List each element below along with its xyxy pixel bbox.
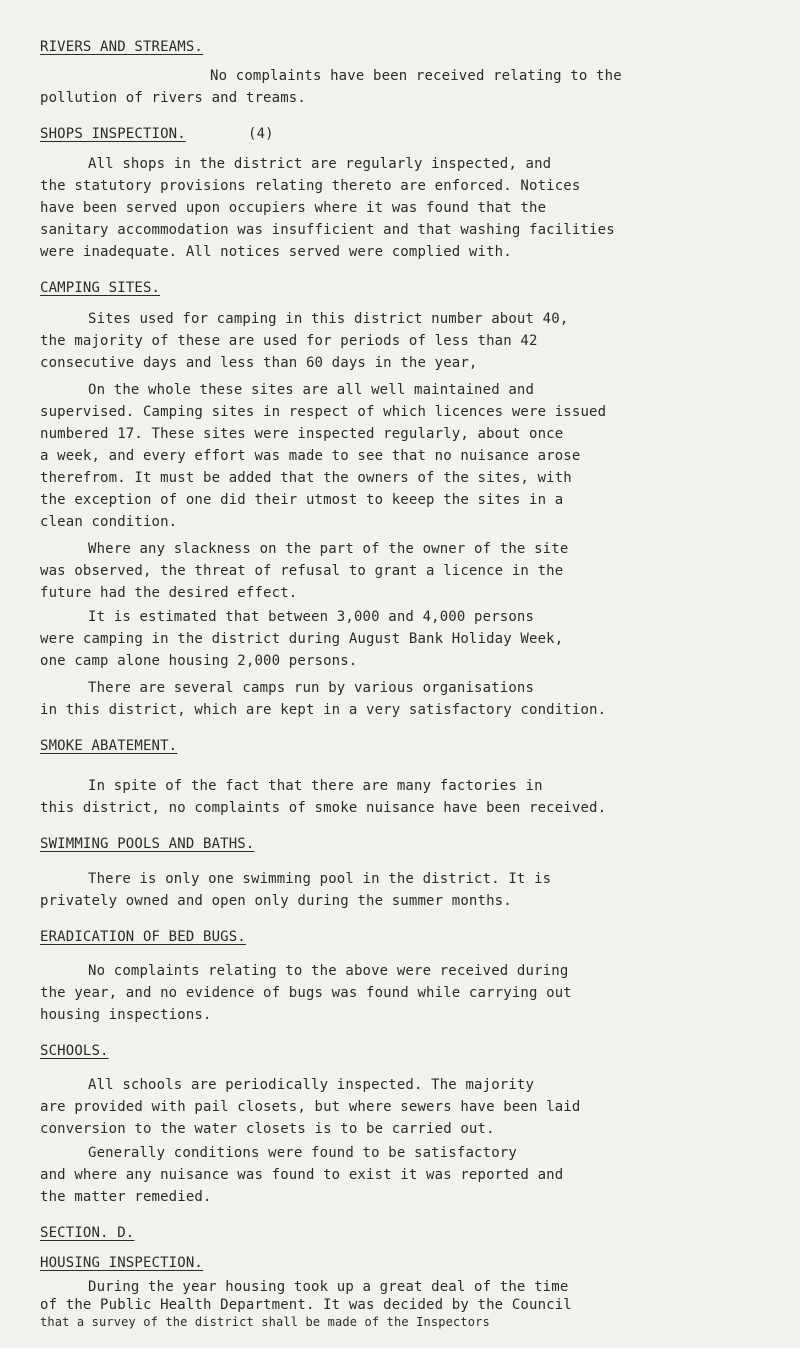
heading-section-d: SECTION. D.: [40, 1225, 135, 1241]
body-line: the exception of one did their utmost to keeep the sites in a: [40, 492, 564, 508]
body-line: There are several camps run by various organisations: [88, 680, 535, 696]
body-line: future had the desired effect.: [40, 585, 298, 601]
heading-schools: SCHOOLS.: [40, 1043, 109, 1059]
body-line: the matter remedied.: [40, 1189, 212, 1205]
body-line: the year, and no evidence of bugs was found while carrying out: [40, 985, 572, 1001]
body-line: No complaints have been received relating to the: [210, 68, 622, 84]
body-line: Sites used for camping in this district number about 40,: [88, 311, 569, 327]
body-line: All schools are periodically inspected. The majority: [88, 1077, 535, 1093]
body-line: are provided with pail closets, but where sewers have been laid: [40, 1099, 581, 1115]
body-line: was observed, the threat of refusal to grant a licence in the: [40, 563, 564, 579]
body-line: numbered 17. These sites were inspected regularly, about once: [40, 426, 564, 442]
body-line: this district, no complaints of smoke nuisance have been received.: [40, 800, 607, 816]
body-line: were camping in the district during August Bank Holiday Week,: [40, 631, 564, 647]
body-line: On the whole these sites are all well maintained and: [88, 382, 535, 398]
body-line: that a survey of the district shall be made of the Inspectors: [40, 1315, 490, 1329]
body-line: housing inspections.: [40, 1007, 212, 1023]
body-line: It is estimated that between 3,000 and 4,000 persons: [88, 609, 535, 625]
heading-rivers-and-streams: RIVERS AND STREAMS.: [40, 39, 203, 55]
body-line: In spite of the fact that there are many factories in: [88, 778, 543, 794]
body-line: the statutory provisions relating thereto are enforced. Notices: [40, 178, 581, 194]
body-line: in this district, which are kept in a very satisfactory condition.: [40, 702, 607, 718]
body-line: Generally conditions were found to be satisfactory: [88, 1145, 517, 1161]
body-line: conversion to the water closets is to be carried out.: [40, 1121, 495, 1137]
body-line: consecutive days and less than 60 days in the year,: [40, 355, 478, 371]
body-line: therefrom. It must be added that the owners of the sites, with: [40, 470, 572, 486]
body-line: one camp alone housing 2,000 persons.: [40, 653, 358, 669]
heading-bed-bugs: ERADICATION OF BED BUGS.: [40, 929, 246, 945]
body-line: the majority of these are used for periods of less than 42: [40, 333, 538, 349]
body-line: All shops in the district are regularly inspected, and: [88, 156, 552, 172]
heading-swimming-pools: SWIMMING POOLS AND BATHS.: [40, 836, 255, 852]
body-line: and where any nuisance was found to exist it was reported and: [40, 1167, 564, 1183]
body-line: pollution of rivers and treams.: [40, 90, 306, 106]
body-line: supervised. Camping sites in respect of which licences were issued: [40, 404, 607, 420]
body-line: During the year housing took up a great deal of the time: [88, 1279, 569, 1295]
body-line: There is only one swimming pool in the district. It is: [88, 871, 552, 887]
body-line: have been served upon occupiers where it was found that the: [40, 200, 547, 216]
body-line: sanitary accommodation was insufficient and that washing facilities: [40, 222, 615, 238]
body-line: clean condition.: [40, 514, 178, 530]
heading-shops-inspection: SHOPS INSPECTION.: [40, 126, 186, 142]
heading-smoke-abatement: SMOKE ABATEMENT.: [40, 738, 178, 754]
heading-note: (4): [248, 126, 274, 142]
heading-camping-sites: CAMPING SITES.: [40, 280, 161, 296]
body-line: of the Public Health Department. It was decided by the Council: [40, 1297, 572, 1313]
body-line: No complaints relating to the above were received during: [88, 963, 569, 979]
body-line: were inadequate. All notices served were complied with.: [40, 244, 512, 260]
heading-housing-inspection: HOUSING INSPECTION.: [40, 1255, 203, 1271]
body-line: privately owned and open only during the summer months.: [40, 893, 512, 909]
body-line: Where any slackness on the part of the owner of the site: [88, 541, 569, 557]
body-line: a week, and every effort was made to see that no nuisance arose: [40, 448, 581, 464]
